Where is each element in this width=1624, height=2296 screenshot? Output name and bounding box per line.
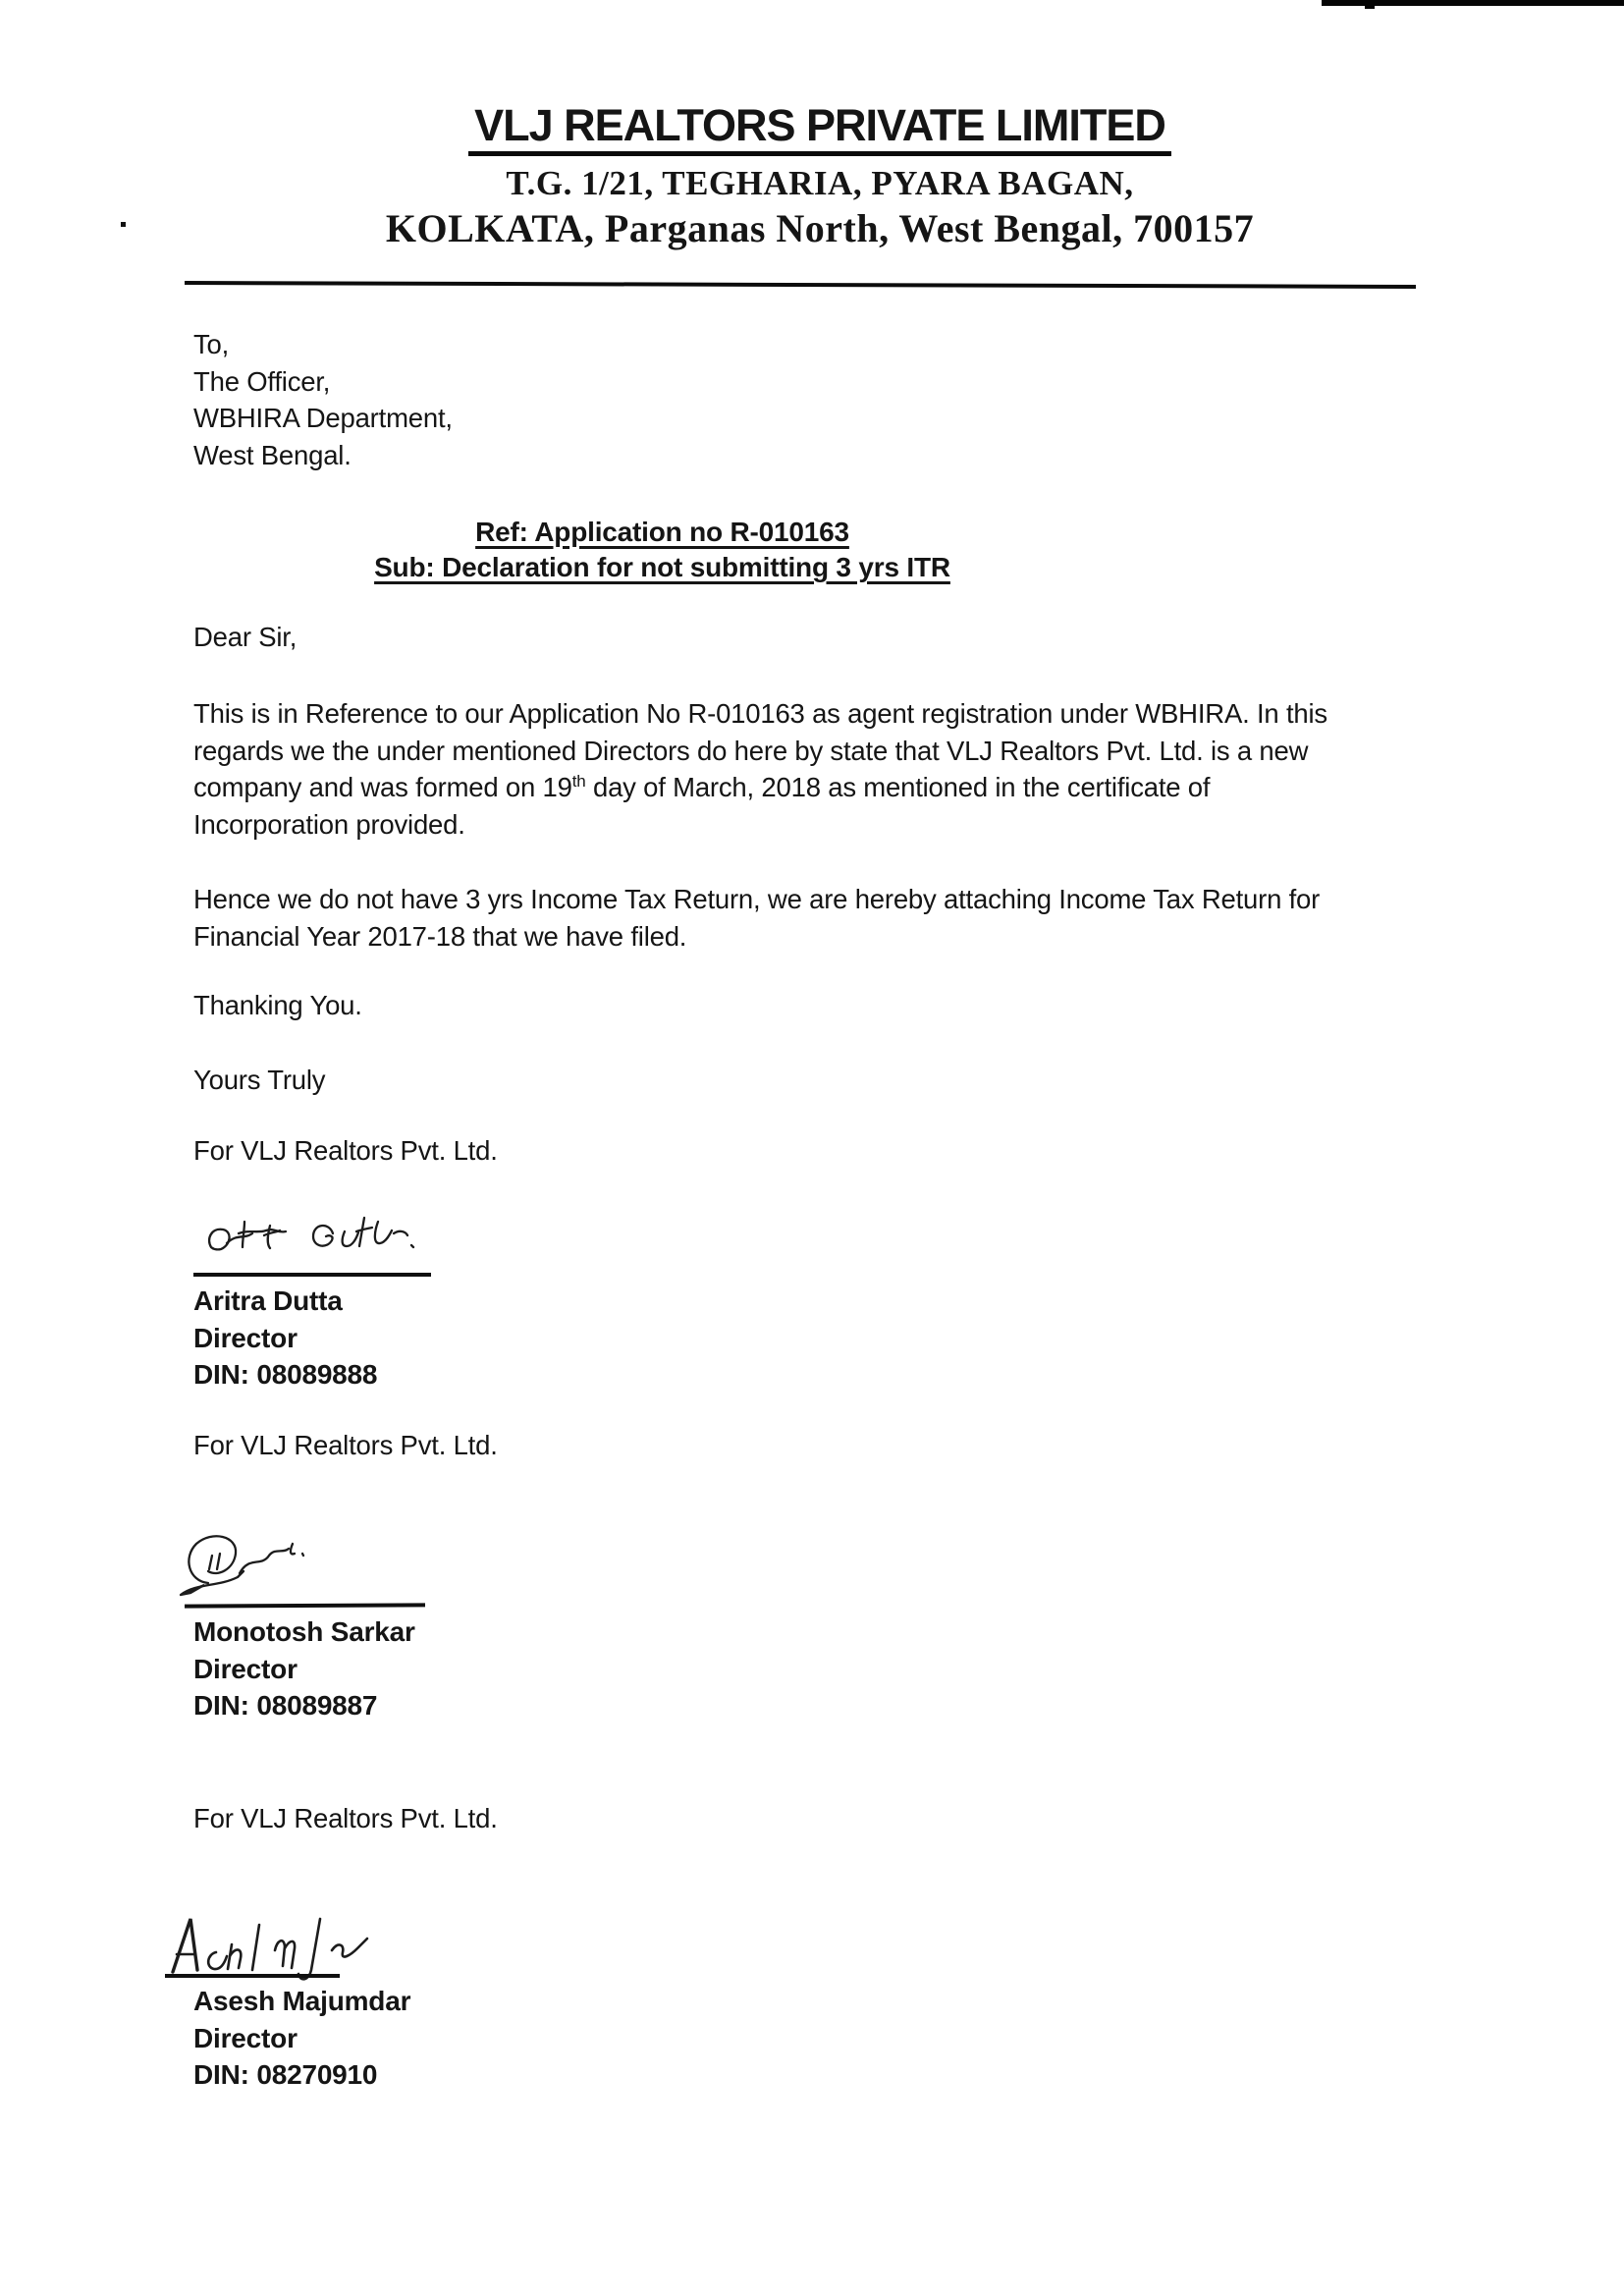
- closing-yours-truly: Yours Truly: [193, 1065, 326, 1095]
- signoff-company-line-2: For VLJ Realtors Pvt. Ltd.: [193, 1430, 498, 1460]
- body-paragraph-1: [193, 695, 1327, 843]
- signature-underline-2: [185, 1603, 425, 1608]
- recipient-line-to: To,: [193, 329, 230, 359]
- signoff-company-line-1: For VLJ Realtors Pvt. Ltd.: [193, 1135, 498, 1166]
- signatory-name: Aritra Dutta: [193, 1285, 343, 1316]
- signatory-block-3: [193, 1983, 410, 2094]
- recipient-line-officer: The Officer,: [193, 365, 331, 397]
- address-line-2: KOLKATA, Parganas North, West Bengal, 700157: [385, 206, 1255, 251]
- signatory-block-1: [193, 1283, 377, 1394]
- body-line-text: company and was formed on 19: [193, 772, 572, 802]
- signatory-block-2: [193, 1613, 415, 1724]
- body-paragraph-2: [193, 881, 1320, 955]
- signatory-title: Director: [193, 2022, 298, 2053]
- aritra-dutta-signature: [201, 1206, 447, 1267]
- company-name: VLJ REALTORS PRIVATE LIMITED: [468, 102, 1171, 156]
- signatory-din: DIN: 08270910: [193, 2059, 378, 2090]
- body-line: Financial Year 2017-18 that we have filed.: [193, 920, 687, 952]
- subject-line: Sub: Declaration for not submitting 3 yrs ITR: [374, 552, 950, 582]
- signatory-din: DIN: 08089887: [193, 1690, 378, 1721]
- asesh-majumdar-signature: [165, 1909, 396, 1994]
- signatory-title: Director: [193, 1653, 298, 1684]
- signatory-name: Asesh Majumdar: [193, 1986, 411, 2016]
- address-line-1: T.G. 1/21, TEGHARIA, PYARA BAGAN,: [506, 164, 1134, 203]
- signatory-title: Director: [193, 1322, 298, 1353]
- signatory-din: DIN: 08089888: [193, 1359, 378, 1390]
- recipient-block: [193, 326, 453, 473]
- reference-block: [193, 515, 1131, 585]
- recipient-line-state: West Bengal.: [193, 439, 352, 470]
- signature-underline-3: [165, 1974, 340, 1978]
- recipient-line-department: WBHIRA Department,: [193, 403, 453, 433]
- signatory-name: Monotosh Sarkar: [193, 1616, 415, 1647]
- body-line: Hence we do not have 3 yrs Income Tax Return, we are hereby attaching Income Tax Return for: [193, 884, 1321, 914]
- ordinal-superscript: th: [571, 771, 586, 791]
- signoff-company-line-3: For VLJ Realtors Pvt. Ltd.: [193, 1803, 498, 1833]
- body-line: regards we the under mentioned Directors do here by state that VLJ Realtors Pvt. Ltd. is a new: [193, 735, 1309, 766]
- salutation: Dear Sir,: [193, 622, 298, 652]
- body-line: Incorporation provided.: [193, 808, 465, 840]
- body-line: This is in Reference to our Application No R-010163 as agent registration under WBHIRA. In this: [193, 698, 1327, 729]
- closing-thanking: Thanking You.: [193, 990, 362, 1020]
- monotosh-sarkar-signature: [175, 1526, 376, 1605]
- body-line-text: day of March, 2018 as mentioned in the certificate of: [585, 772, 1211, 802]
- letterhead: [15, 0, 1624, 251]
- signature-underline-1: [193, 1273, 431, 1277]
- header-divider: [185, 281, 1416, 289]
- body-line: [193, 769, 1327, 806]
- ref-line: Ref: Application no R-010163: [475, 517, 849, 547]
